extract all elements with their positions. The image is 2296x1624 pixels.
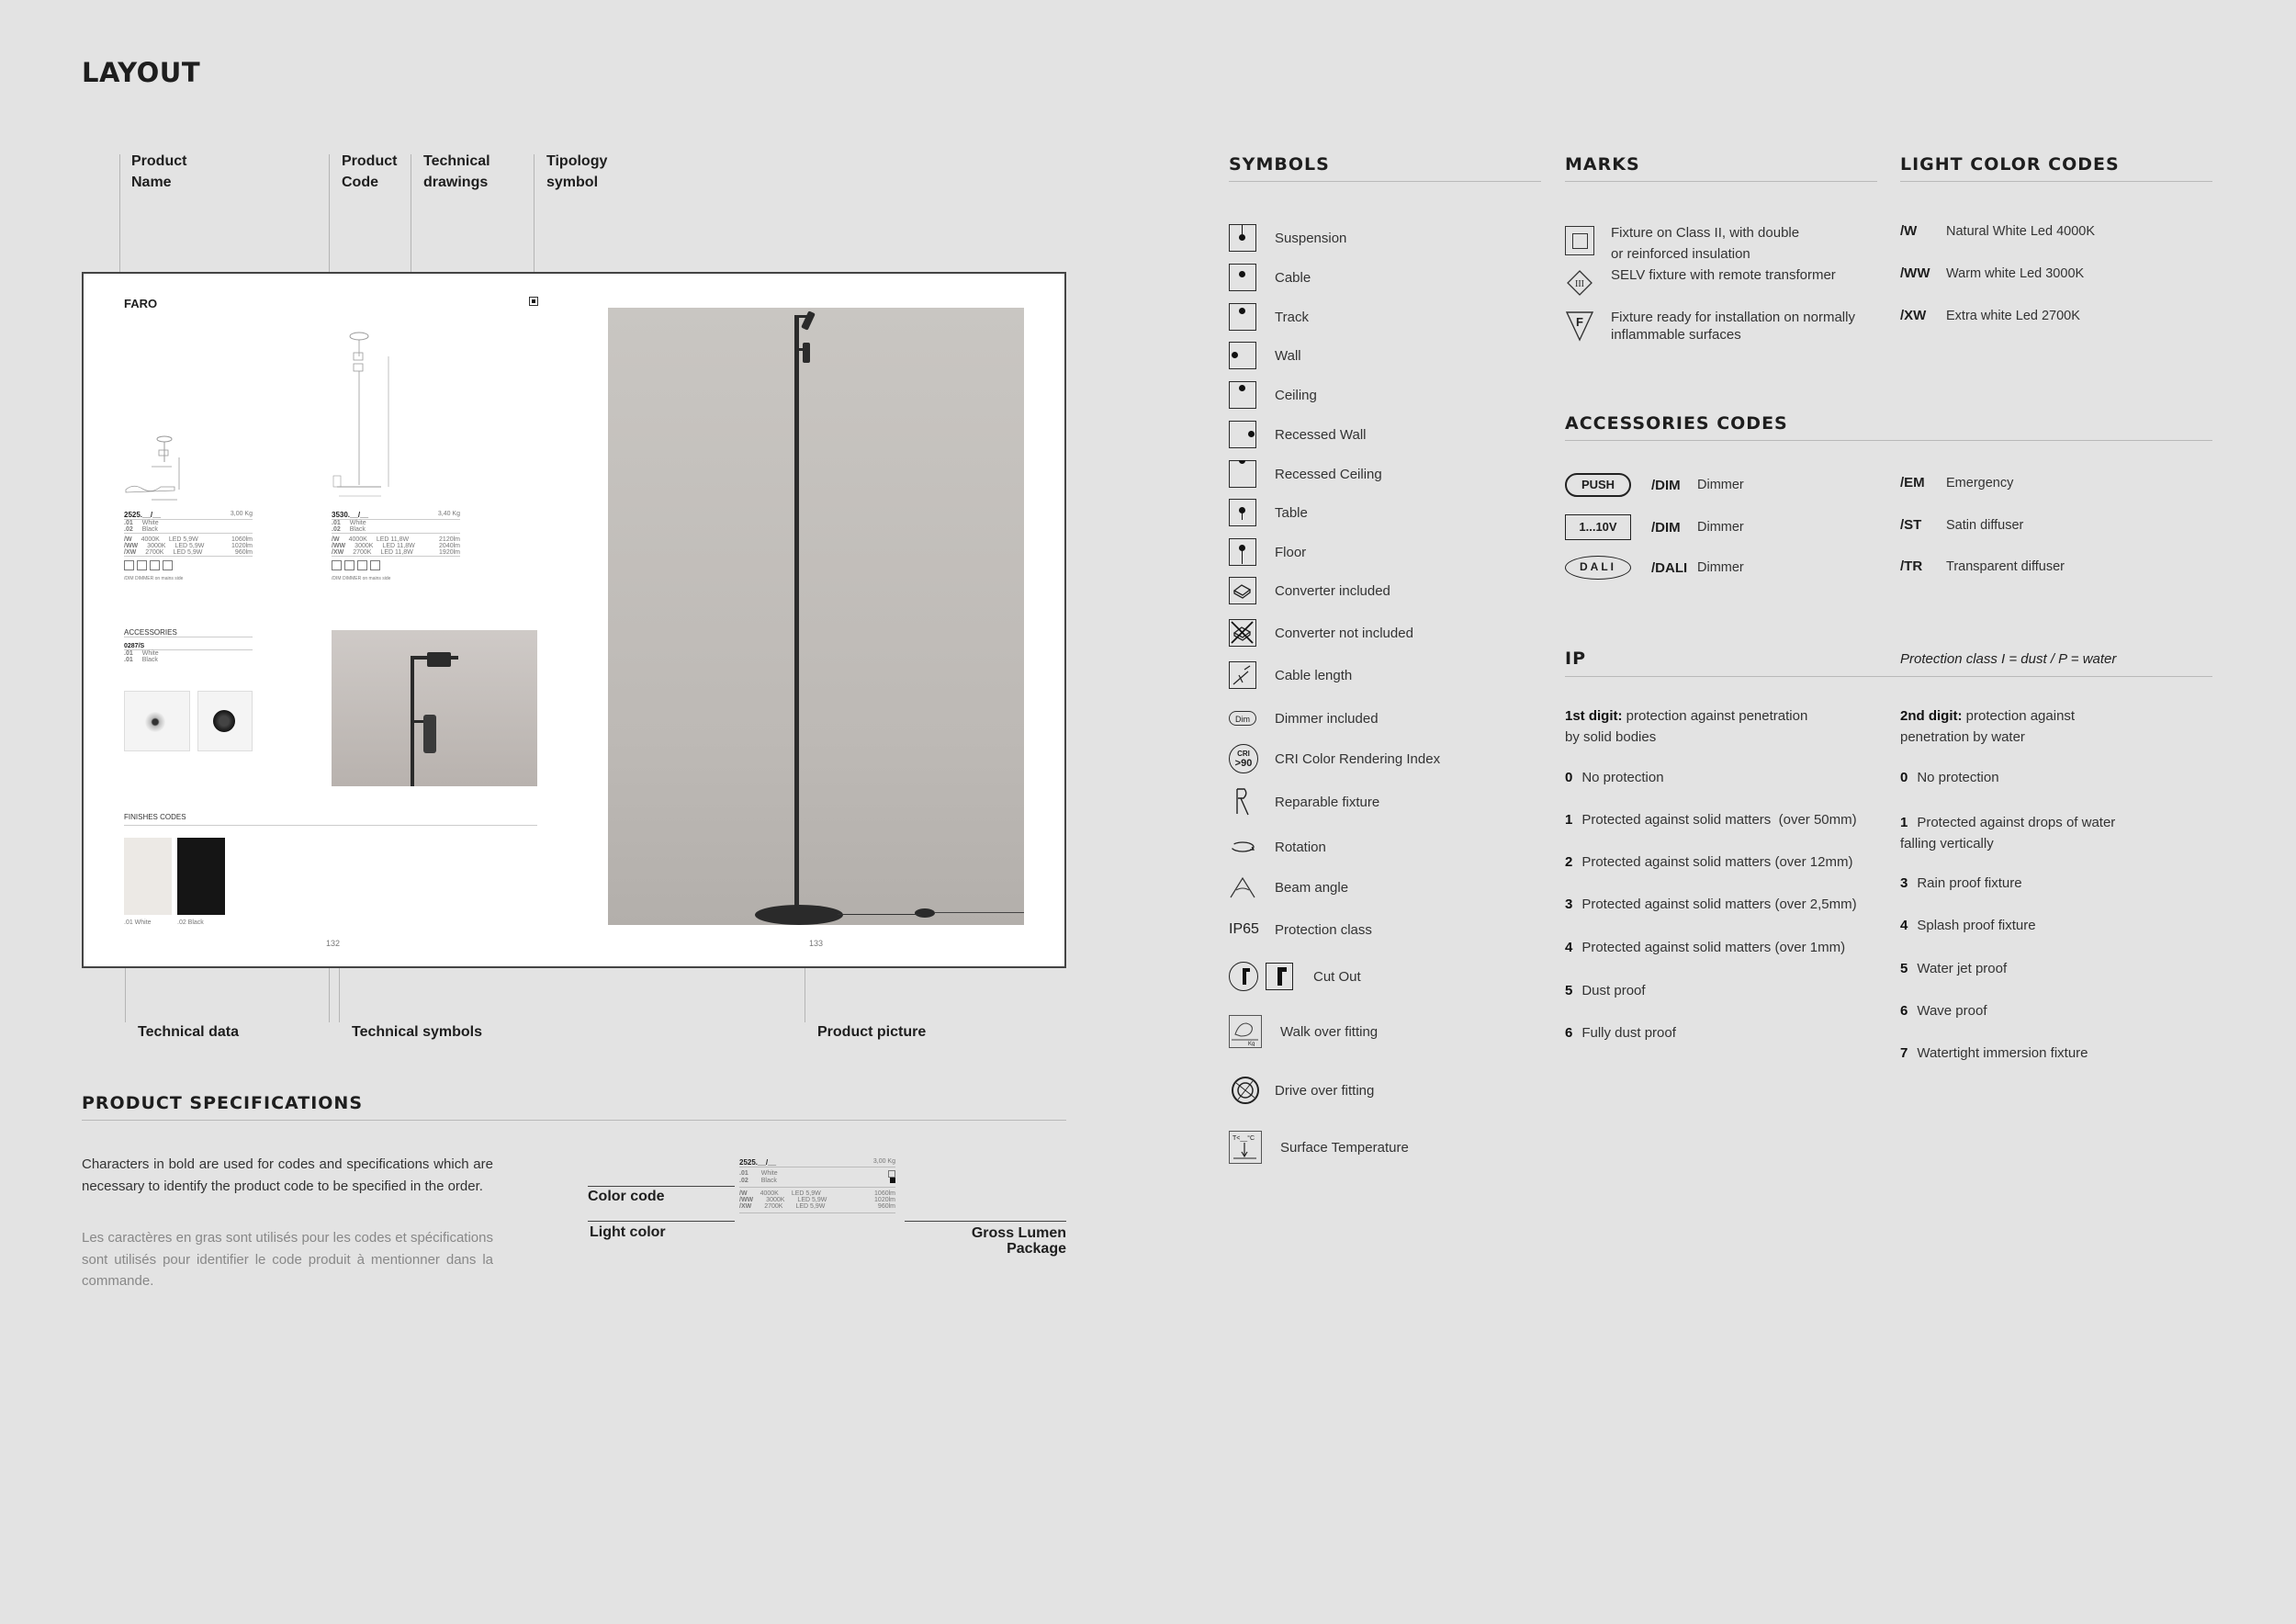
symbol-label: Drive over fitting	[1275, 1082, 1375, 1099]
light-led: LED 11,8W	[376, 536, 410, 543]
finish-code: .02	[739, 1178, 748, 1184]
mini-symbol-icon	[332, 560, 342, 570]
symbol-row	[1229, 1075, 1374, 1106]
spec-weight: 3,00 Kg	[872, 1158, 895, 1165]
converter-included-icon	[1229, 577, 1256, 604]
ip-water-row	[1900, 1003, 1987, 1019]
finish-name: White	[141, 520, 159, 526]
technical-drawing-right	[332, 329, 414, 503]
drive-over-fitting-icon	[1229, 1074, 1262, 1107]
cut-out-square-icon	[1266, 963, 1293, 990]
light-led: LED 5,9W	[174, 543, 205, 549]
symbol-row	[1229, 872, 1348, 903]
technical-drawing-left	[124, 421, 207, 503]
light-code: /W	[1900, 223, 1918, 239]
accessories-block	[124, 628, 253, 663]
symbol-label: Table	[1275, 504, 1308, 521]
ip-desc: Dust proof	[1581, 983, 1646, 998]
ip-title: IP	[1565, 648, 1586, 669]
symbol-row	[1229, 831, 1326, 863]
ip-subtitle: Protection class I = dust / P = water	[1900, 651, 2117, 667]
ip-water-row	[1900, 812, 2139, 854]
light-color-leader	[588, 1221, 735, 1222]
light-lumen: 1920lm	[439, 549, 460, 556]
light-lumen: 960lm	[877, 1203, 895, 1210]
accessory-row	[1565, 556, 1744, 580]
ip-digit: 0	[1565, 770, 1573, 785]
floor-icon	[1229, 538, 1256, 566]
light-code: /W	[332, 536, 340, 543]
ip-desc: Splash proof fixture	[1917, 918, 2036, 933]
light-code: /XW	[332, 549, 344, 556]
accessory-finish-code: .01	[124, 657, 133, 663]
light-code: /WW	[739, 1197, 754, 1203]
page-number-left: 132	[326, 939, 341, 948]
accessory-desc: Dimmer	[1697, 520, 1744, 535]
symbol-label: Recessed Wall	[1275, 426, 1367, 443]
wall-icon	[1229, 342, 1256, 369]
light-led: LED 5,9W	[795, 1203, 826, 1210]
symbol-label: Track	[1275, 309, 1309, 325]
finish-code: .01	[739, 1170, 748, 1177]
accessory-image-black	[197, 691, 253, 751]
accessory-row	[1900, 558, 2065, 575]
ip-digit: 5	[1565, 983, 1573, 998]
symbol-label: CRI Color Rendering Index	[1275, 750, 1441, 767]
light-code: /XW	[1900, 308, 1927, 323]
ip-water-row	[1900, 918, 2036, 933]
accessory-row	[1900, 517, 2023, 534]
walk-over-fitting-icon	[1229, 1015, 1262, 1048]
mini-symbol-icon	[124, 560, 134, 570]
ip-digit: 6	[1565, 1025, 1573, 1041]
ip-desc: Wave proof	[1917, 1003, 1987, 1019]
finish-swatch-white	[124, 838, 172, 915]
symbol-row	[1229, 262, 1311, 293]
first-digit-desc: protection against penetration by solid bodies	[1565, 708, 1808, 745]
finishes-rule	[124, 825, 537, 826]
symbol-label: Surface Temperature	[1280, 1139, 1409, 1156]
ip-desc: Water jet proof	[1917, 961, 2008, 976]
ip-desc: Protected against solid matters (over 12mm)	[1581, 854, 1853, 870]
symbol-label: Rotation	[1275, 839, 1326, 855]
push-badge: PUSH	[1565, 473, 1631, 497]
gross-lumen-leader	[905, 1221, 1066, 1222]
ceiling-icon	[1229, 381, 1256, 409]
ip-water-row	[1900, 1045, 2088, 1061]
finish-name: Black	[141, 526, 158, 533]
light-kelvin: 3000K	[766, 1197, 785, 1203]
symbol-row	[1229, 458, 1382, 490]
svg-text:Kg: Kg	[1248, 1042, 1255, 1046]
callout-technical-data: Technical data	[138, 1024, 239, 1040]
symbol-label: Beam angle	[1275, 879, 1349, 896]
cut-out-round-icon	[1229, 962, 1258, 991]
section-rule	[1565, 181, 1877, 182]
page-title: LAYOUT	[82, 57, 201, 88]
accessory-code: /EM	[1900, 475, 1925, 491]
accessory-desc: Dimmer	[1697, 560, 1744, 575]
light-lumen: 1020lm	[231, 543, 253, 549]
ip-desc: Fully dust proof	[1581, 1025, 1676, 1041]
symbol-row	[1229, 786, 1379, 818]
symbol-row	[1229, 419, 1366, 450]
light-code: /W	[739, 1190, 748, 1197]
right-product-code: 3530.__/__	[332, 511, 369, 519]
class2-text: Fixture on Class II, with double or reinforced insulation	[1611, 225, 1800, 262]
symbol-label: Reparable fixture	[1275, 794, 1380, 810]
light-led: LED 11,8W	[382, 543, 415, 549]
ip-digit: 1	[1565, 812, 1573, 828]
ip-desc: Protected against solid matters (over 50mm)	[1581, 812, 1857, 828]
light-code: /XW	[124, 549, 137, 556]
accessory-code: /TR	[1900, 558, 1923, 574]
light-lumen: 1060lm	[231, 536, 253, 543]
rotation-icon	[1229, 838, 1256, 856]
spec-diagram	[739, 1158, 895, 1213]
suspension-icon	[1229, 224, 1256, 252]
page-number-right: 133	[809, 939, 824, 948]
light-led: LED 5,9W	[797, 1197, 827, 1203]
ip-desc: Rain proof fixture	[1917, 875, 2022, 891]
accessory-code: /ST	[1900, 517, 1922, 533]
cri-badge-bottom: >90	[1234, 758, 1253, 769]
finishes-title: FINISHES CODES	[124, 813, 186, 821]
finish-code: .02	[332, 526, 341, 533]
light-kelvin: 2700K	[353, 549, 372, 556]
symbol-label: Cut Out	[1313, 968, 1361, 985]
callout-tipology-symbol: Tipology symbol	[546, 153, 608, 190]
symbol-row	[1229, 497, 1308, 528]
accessory-code: 0287/S	[124, 643, 253, 650]
light-lumen: 1060lm	[874, 1190, 895, 1197]
accessory-finish-code: .01	[124, 650, 133, 657]
light-code: /WW	[1900, 265, 1930, 281]
light-code: /WW	[332, 543, 346, 549]
accessory-row	[1900, 475, 2013, 491]
cable-icon	[1229, 264, 1256, 291]
accessory-desc: Transparent diffuser	[1946, 559, 2065, 574]
light-led: LED 5,9W	[791, 1190, 821, 1197]
product-specifications-title: PRODUCT SPECIFICATIONS	[82, 1093, 364, 1113]
light-kelvin: 4000K	[760, 1190, 779, 1197]
symbol-row	[1229, 660, 1352, 691]
symbol-row	[1229, 961, 1361, 992]
symbol-label: Protection class	[1275, 921, 1372, 938]
product-photo-small	[332, 630, 537, 786]
light-desc: Natural White Led 4000K	[1946, 224, 2096, 239]
reparable-fixture-icon	[1229, 786, 1256, 818]
symbol-row	[1229, 340, 1301, 371]
symbol-row	[1229, 536, 1306, 568]
symbol-row	[1229, 703, 1379, 734]
ip-solid-row	[1565, 940, 1845, 955]
symbol-label: Dimmer included	[1275, 710, 1379, 727]
right-data-block	[332, 511, 460, 581]
finish-black-label: .02 Black	[177, 919, 204, 926]
accessory-code: /DIM	[1651, 519, 1681, 536]
ip-digit: 7	[1900, 1045, 1908, 1061]
track-icon	[1229, 303, 1256, 331]
mini-symbol-icon	[163, 560, 173, 570]
symbol-label: Floor	[1275, 544, 1307, 560]
left-product-code: 2525.__/__	[124, 511, 162, 519]
surface-temperature-icon	[1229, 1131, 1262, 1164]
ip-digit: 3	[1900, 875, 1908, 891]
light-kelvin: 4000K	[141, 536, 160, 543]
finish-code: .01	[332, 520, 341, 526]
ip-water-row	[1900, 770, 1999, 785]
accessory-image-white	[124, 691, 190, 751]
light-led: LED 11,8W	[380, 549, 413, 556]
accessories-codes-title: ACCESSORIES CODES	[1565, 413, 1788, 434]
finish-swatch-black	[177, 838, 225, 915]
light-lumen: 1020lm	[874, 1197, 895, 1203]
f-mark-text: Fixture ready for installation on normally inflammable surfaces	[1611, 310, 1855, 343]
gross-lumen-label: Gross Lumen Package	[971, 1225, 1066, 1257]
symbol-row	[1229, 379, 1317, 411]
accessories-title: ACCESSORIES	[124, 628, 253, 637]
recessed-ceiling-icon	[1229, 460, 1256, 488]
mini-symbol-icon	[137, 560, 147, 570]
accessory-row	[1565, 473, 1744, 497]
ip-label: IP65	[1229, 921, 1259, 937]
ip-solid-row	[1565, 812, 1857, 828]
symbol-row	[1229, 914, 1372, 945]
catalog-spread	[82, 272, 1066, 968]
light-code-row	[1900, 223, 2095, 240]
ip-solid-row	[1565, 1025, 1676, 1041]
second-digit-text	[1900, 705, 2075, 748]
accessory-desc: Emergency	[1946, 476, 2014, 491]
light-led: LED 5,9W	[173, 549, 203, 556]
spec-text-fr: Les caractères en gras sont utilisés pour les codes et spécifications sont utilisés pour identifier le code produit à mentionner dans la commande.	[82, 1230, 493, 1289]
accessory-code: /DALI	[1651, 559, 1688, 576]
ip-digit: 4	[1900, 918, 1908, 933]
light-code: /W	[124, 536, 132, 543]
volt-badge: 1...10V	[1565, 514, 1631, 540]
dali-badge: DALI	[1565, 556, 1631, 580]
symbol-label: Wall	[1275, 347, 1301, 364]
callout-product-picture: Product picture	[817, 1024, 927, 1040]
ip-digit: 4	[1565, 940, 1573, 955]
symbol-label: Suspension	[1275, 230, 1347, 246]
class2-icon	[1565, 226, 1594, 255]
light-kelvin: 4000K	[348, 536, 367, 543]
f-badge: F	[1576, 315, 1583, 329]
finish-white-label: .01 White	[124, 919, 152, 926]
ip-solid-row	[1565, 770, 1664, 785]
finish-name: Black	[349, 526, 366, 533]
selv-text: SELV fixture with remote transformer	[1611, 267, 1836, 283]
dimmer-note: /DIM DIMMER on mains side	[332, 576, 391, 581]
cable-length-icon	[1229, 661, 1256, 689]
callout-technical-drawings: Technical drawings	[423, 153, 490, 190]
light-desc: Extra white Led 2700K	[1946, 309, 2080, 323]
ip-desc: Protected against solid matters (over 1mm)	[1581, 940, 1846, 955]
symbols-title: SYMBOLS	[1229, 154, 1330, 175]
svg-text:T<__°C: T<__°C	[1232, 1135, 1255, 1142]
symbol-row	[1229, 301, 1309, 333]
spec-product-code: 2525.__/__	[739, 1158, 777, 1167]
dimmer-included-icon: Dim	[1229, 711, 1256, 726]
symbol-label: Walk over fitting	[1280, 1023, 1379, 1040]
light-kelvin: 3000K	[355, 543, 374, 549]
light-code: /WW	[124, 543, 139, 549]
right-weight: 3,40 Kg	[437, 511, 460, 517]
light-led: LED 5,9W	[168, 536, 198, 543]
left-data-block	[124, 511, 253, 581]
accessory-finish-name: White	[141, 650, 159, 657]
left-weight: 3,00 Kg	[230, 511, 253, 517]
section-rule	[1900, 181, 2212, 182]
converter-not-included-icon	[1229, 619, 1256, 647]
section-rule	[82, 1120, 1066, 1121]
ip-digit: 3	[1565, 897, 1573, 912]
ip-digit: 1	[1900, 815, 1908, 830]
symbol-row	[1229, 575, 1390, 606]
mini-symbol-icon	[344, 560, 355, 570]
accessory-finish-name: Black	[141, 657, 158, 663]
second-digit-label: 2nd digit:	[1900, 708, 1963, 724]
callout-product-code: Product Code	[342, 153, 398, 190]
light-color-codes-title: LIGHT COLOR CODES	[1900, 154, 2120, 175]
accessory-desc: Satin diffuser	[1946, 518, 2024, 533]
section-rule	[1565, 676, 2212, 677]
symbol-row	[1229, 222, 1346, 254]
ip-desc: Protected against drops of water falling vertically	[1900, 815, 2116, 851]
mini-symbol-icon	[357, 560, 367, 570]
recessed-wall-icon	[1229, 421, 1256, 448]
light-desc: Warm white Led 3000K	[1946, 266, 2085, 281]
symbol-row	[1229, 1016, 1378, 1047]
guide-line	[119, 154, 120, 274]
light-lumen: 960lm	[234, 549, 253, 556]
first-digit-label: 1st digit:	[1565, 708, 1623, 724]
symbol-label: Converter not included	[1275, 625, 1413, 641]
ip-digit: 6	[1900, 1003, 1908, 1019]
product-picture-large	[608, 308, 1024, 925]
light-kelvin: 2700K	[145, 549, 164, 556]
finish-name: White	[760, 1170, 778, 1177]
selv-icon	[1567, 270, 1593, 296]
ip-desc: No protection	[1917, 770, 1999, 785]
accessory-desc: Dimmer	[1697, 478, 1744, 492]
ip-desc: Protected against solid matters (over 2,5mm)	[1581, 897, 1857, 912]
light-code: /XW	[739, 1203, 752, 1210]
marks-title: MARKS	[1565, 154, 1640, 175]
symbol-label: Cable length	[1275, 667, 1353, 683]
finish-name: Black	[760, 1178, 777, 1184]
table-icon	[1229, 499, 1256, 526]
accessory-code: /DIM	[1651, 477, 1681, 493]
ip-water-row	[1900, 961, 2007, 976]
mini-symbol-icon	[370, 560, 380, 570]
symbol-row	[1229, 743, 1440, 774]
f-mark-icon	[1565, 310, 1594, 342]
ip-water-row	[1900, 875, 2022, 891]
ip-desc: Watertight immersion fixture	[1917, 1045, 2088, 1061]
symbol-label: Cable	[1275, 269, 1311, 286]
callout-technical-symbols: Technical symbols	[352, 1024, 482, 1040]
light-color-label: Light color	[590, 1224, 666, 1240]
color-code-label: Color code	[588, 1189, 665, 1204]
ip-digit: 5	[1900, 961, 1908, 976]
symbol-label: Ceiling	[1275, 387, 1317, 403]
light-code-row	[1900, 265, 2084, 282]
selv-badge: III	[1575, 279, 1584, 289]
section-rule	[1565, 440, 2212, 441]
section-rule	[1229, 181, 1541, 182]
light-kelvin: 3000K	[147, 543, 166, 549]
ip-digit: 2	[1565, 854, 1573, 870]
dimmer-note: /DIM DIMMER on mains side	[124, 576, 184, 581]
ip-solid-row	[1565, 983, 1646, 998]
symbol-row	[1229, 1132, 1409, 1163]
finish-code: .02	[124, 526, 133, 533]
light-lumen: 2040lm	[439, 543, 460, 549]
light-kelvin: 2700K	[764, 1203, 783, 1210]
ip-digit: 0	[1900, 770, 1908, 785]
tipology-symbol-icon	[529, 297, 538, 306]
callout-product-name: Product Name	[131, 153, 187, 190]
first-digit-text	[1565, 705, 1807, 748]
accessory-row	[1565, 514, 1744, 540]
cri-badge-top: CRI	[1237, 750, 1250, 758]
finish-code: .01	[124, 520, 133, 526]
light-code-row	[1900, 308, 2080, 324]
symbol-label: Converter included	[1275, 582, 1390, 599]
color-code-leader	[588, 1186, 735, 1187]
ip-desc: No protection	[1581, 770, 1664, 785]
symbol-row	[1229, 617, 1413, 648]
spread-product-name: FARO	[124, 297, 158, 310]
second-digit-desc: protection against penetration by water	[1900, 708, 2076, 745]
finish-name: White	[349, 520, 366, 526]
light-lumen: 2120lm	[439, 536, 460, 543]
mini-symbol-icon	[150, 560, 160, 570]
ip-solid-row	[1565, 854, 1852, 870]
beam-angle-icon	[1229, 874, 1256, 900]
symbol-label: Recessed Ceiling	[1275, 466, 1382, 482]
cri-icon	[1229, 744, 1258, 773]
spec-text-en: Characters in bold are used for codes and specifications which are necessary to identify the product code to be specified in the order.	[82, 1156, 493, 1194]
ip-solid-row	[1565, 897, 1857, 912]
